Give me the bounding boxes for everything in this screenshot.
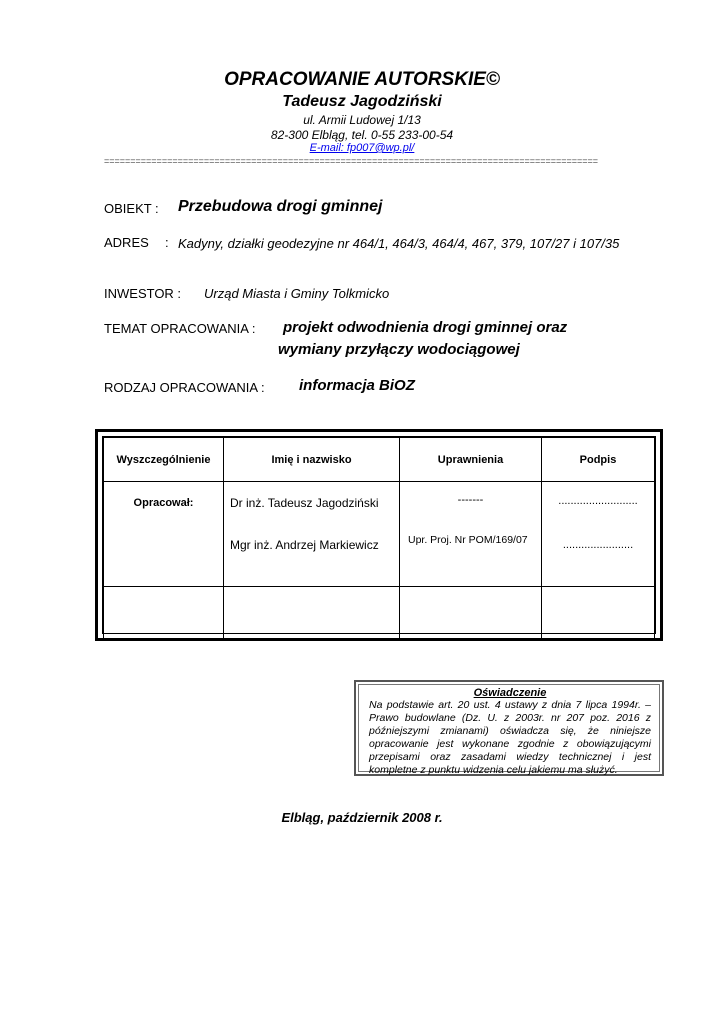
table-header-row: [104, 438, 655, 482]
author-email-link[interactable]: E-mail: fp007@wp.pl/: [309, 142, 415, 154]
investor-label: INWESTOR :: [104, 286, 182, 301]
statement-title: Oświadczenie: [473, 687, 547, 699]
investor-value: Urząd Miasta i Gminy Tolkmicko: [204, 286, 390, 301]
license-2: Upr. Proj. Nr POM/169/07: [408, 534, 528, 546]
header-signature: Podpis: [542, 438, 655, 482]
header-separator: ==============================================================================================: [104, 156, 599, 166]
header-licenses: Uprawnienia: [400, 438, 542, 482]
role-cell: Opracował:: [133, 497, 194, 509]
header-specification: Wyszczególnienie: [104, 438, 224, 482]
signature-2: .......................: [562, 539, 634, 551]
table-row: [104, 482, 655, 587]
kind-label: RODZAJ OPRACOWANIA :: [104, 380, 265, 395]
document-title: OPRACOWANIE AUTORSKIE©: [224, 69, 500, 90]
topic-value-line2: wymiany przyłączy wodociągowej: [278, 341, 520, 358]
object-value: Przebudowa drogi gminnej: [178, 198, 383, 215]
author-street: ul. Armii Ludowej 1/13: [303, 113, 421, 127]
statement-box: [354, 680, 664, 776]
topic-value-line1: projekt odwodnienia drogi gminnej oraz: [283, 319, 568, 336]
address-value: Kadyny, działki geodezyjne nr 464/1, 464/3, 464/4, 467, 379, 107/27 i 107/35: [178, 236, 620, 251]
authors-table: [95, 429, 663, 641]
address-colon: :: [165, 235, 169, 250]
author-name: Tadeusz Jagodziński: [282, 93, 442, 110]
kind-value: informacja BiOZ: [299, 377, 415, 394]
author-city-phone: 82-300 Elbląg, tel. 0-55 233-00-54: [270, 128, 454, 142]
topic-label: TEMAT OPRACOWANIA :: [104, 321, 256, 336]
table-row-empty: [104, 587, 655, 640]
header-name: Imię i nazwisko: [224, 438, 400, 482]
person-1: Dr inż. Tadeusz Jagodziński: [230, 496, 379, 510]
person-2: Mgr inż. Andrzej Markiewicz: [230, 538, 379, 552]
place-date: Elbląg, październik 2008 r.: [281, 810, 443, 825]
address-label: ADRES: [104, 235, 149, 250]
object-label: OBIEKT :: [104, 201, 159, 216]
statement-text: Na podstawie art. 20 ust. 4 ustawy z dnia 7 lipca 1994r. – Prawo budowlane (Dz. U. z 2003r. nr 207 poz. 2016 z późniejszymi zmianami) oświadcza się, że niniejsze opracowanie jest wykonane zgodnie z obowiązującymi przepisami oraz zasadami wiedzy technicznej i jest kompletne z punktu widzenia celu jakiemu ma służyć.: [369, 699, 651, 776]
license-1: -------: [457, 494, 484, 506]
signature-1: ..........................: [558, 495, 638, 507]
